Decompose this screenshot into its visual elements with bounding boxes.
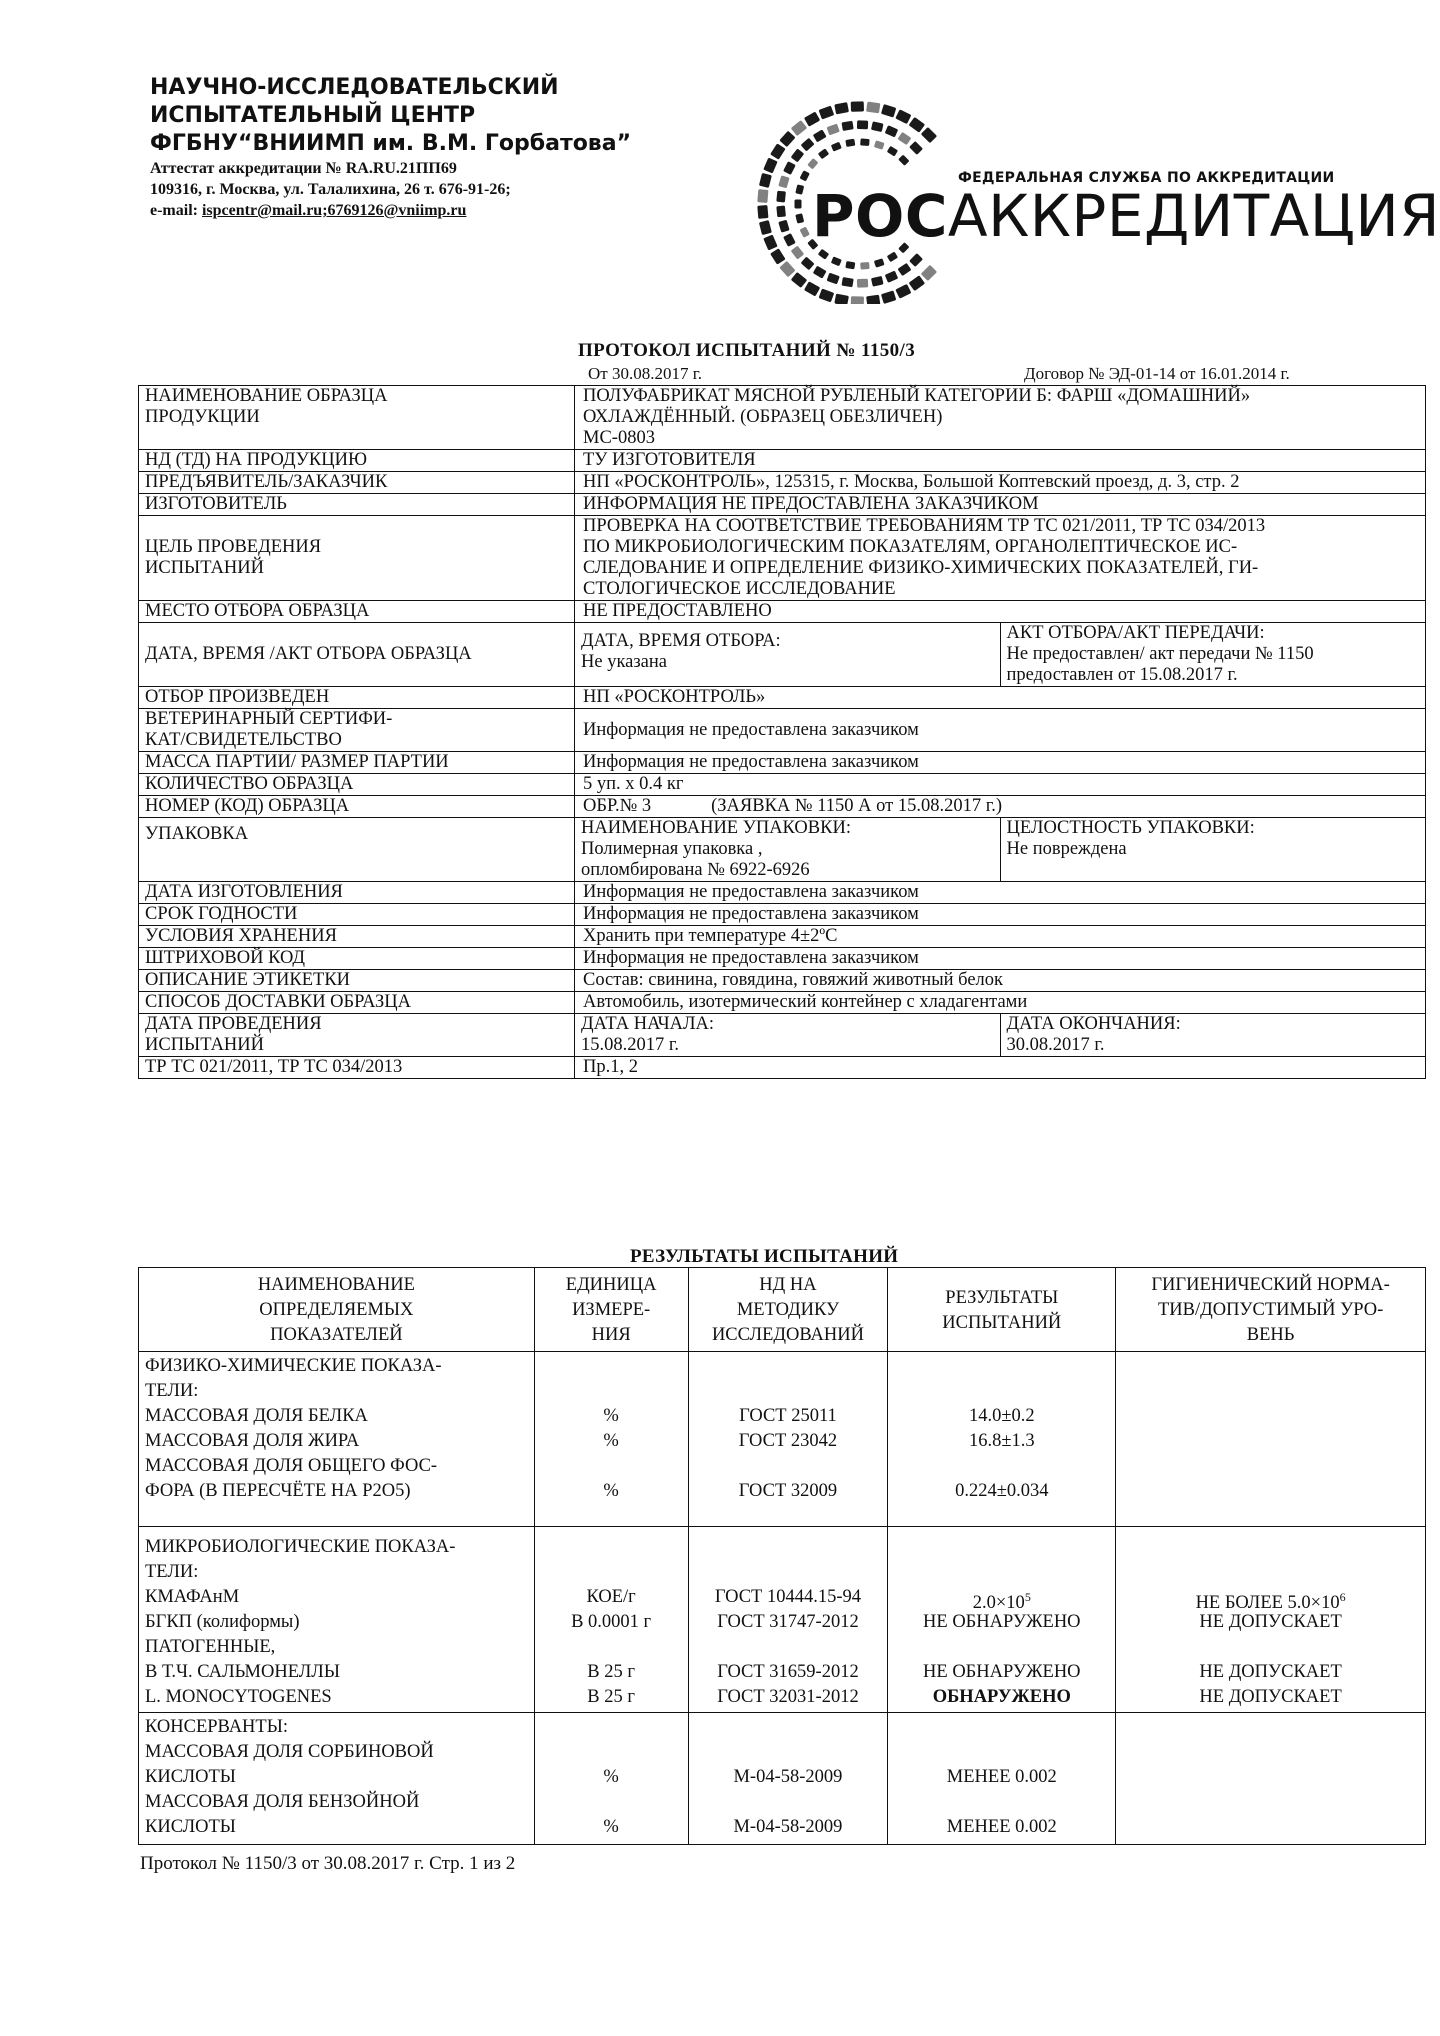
info-value: Информация не предоставлена заказчиком: [575, 904, 1426, 926]
logo-mosaic-tile: [885, 125, 899, 137]
logo-mosaic-tile: [770, 248, 786, 264]
logo-mosaic-tile: [770, 143, 786, 159]
group-methods: ГОСТ 25011 ГОСТ 23042 ГОСТ 32009: [688, 1352, 888, 1527]
logo-mosaic-tile: [866, 102, 880, 114]
info-row-label: [139, 970, 1426, 992]
protocol-date: От 30.08.2017 г.: [588, 364, 703, 383]
logo-mosaic-tile: [834, 102, 849, 114]
logo-mosaic-tile: [871, 276, 884, 287]
col-header-method: НД НА МЕТОДИКУ ИССЛЕДОВАНИЙ: [688, 1268, 888, 1352]
logo-mosaic-tile: [791, 120, 807, 136]
logo-mosaic-tile: [778, 175, 789, 188]
org-accreditation: Аттестат аккредитации № RA.RU.21ПП69: [150, 160, 457, 177]
info-row-storage: [139, 926, 1426, 948]
info-row-sample-name: [139, 386, 1426, 450]
group-results: 14.0±0.2 16.8±1.3 0.224±0.034: [888, 1352, 1116, 1527]
info-row-barcode: [139, 948, 1426, 970]
logo-mosaic-tile: [887, 146, 898, 157]
info-value: НЕ ПРЕДОСТАВЛЕНО: [575, 601, 1426, 623]
logo-mosaic-tile: [860, 262, 870, 270]
logo-mosaic-tile: [881, 104, 896, 117]
rosaccreditation-logo: [740, 84, 1440, 304]
info-key: УСЛОВИЯ ХРАНЕНИЯ: [139, 926, 575, 948]
logo-mosaic-tile: [909, 141, 923, 155]
logo-mosaic-tile: [851, 101, 864, 111]
logo-mosaic-tile: [818, 148, 829, 159]
org-header: [150, 74, 710, 221]
info-row-place: [139, 601, 1426, 623]
info-value: НП «РОСКОНТРОЛЬ», 125315, г. Москва, Большой Коптевский проезд, д. 3, стр. 2: [575, 472, 1426, 494]
logo-mosaic-tile: [801, 138, 815, 152]
org-line-3: ФГБНУ“ВНИИМП им. В.М. Горбатова”: [150, 131, 632, 156]
info-row-made: [139, 882, 1426, 904]
org-email: [150, 200, 710, 221]
info-value: Хранить при температуре 4±2ºС: [575, 926, 1426, 948]
logo-mosaic-tile: [757, 205, 768, 219]
info-key: ДАТА ПРОВЕДЕНИЯ ИСПЫТАНИЙ: [139, 1014, 575, 1057]
info-row-datetime: [139, 623, 1426, 687]
logo-mosaic-tile: [898, 132, 912, 145]
logo-mosaic-tile: [898, 263, 912, 276]
info-key: ЦЕЛЬ ПРОВЕДЕНИЯ ИСПЫТАНИЙ: [139, 516, 575, 601]
org-address: 109316, г. Москва, ул. Талалихина, 26 т. 676-91-26;: [150, 181, 511, 198]
col-header-name: НАИМЕНОВАНИЕ ОПРЕДЕЛЯЕМЫХ ПОКАЗАТЕЛЕЙ: [139, 1268, 535, 1352]
group-methods: М-04-58-2009 М-04-58-2009: [688, 1713, 888, 1845]
info-key: ВЕТЕРИНАРНЫЙ СЕРТИФИ- КАТ/СВИДЕТЕЛЬСТВО: [139, 709, 575, 752]
logo-mosaic-tile: [801, 257, 815, 271]
logo-name-rest: АККРЕДИТАЦИЯ: [947, 182, 1440, 250]
logo-mosaic-tile: [776, 206, 786, 218]
group-names: КОНСЕРВАНТЫ: МАССОВАЯ ДОЛЯ СОРБИНОВОЙ КИСЛОТЫ МАССОВАЯ ДОЛЯ БЕНЗОЙНОЙ КИСЛОТЫ: [139, 1713, 535, 1845]
info-row-sampler: [139, 687, 1426, 709]
logo-mosaic-tile: [827, 124, 840, 136]
logo-mosaic-tile: [834, 294, 849, 304]
logo-mosaic-tile: [866, 295, 880, 304]
logo-mosaic-tile: [881, 290, 896, 303]
info-key: ТР ТС 021/2011, ТР ТС 034/2013: [139, 1057, 575, 1079]
group-results: МЕНЕЕ 0.002 МЕНЕЕ 0.002: [888, 1713, 1116, 1845]
info-key: КОЛИЧЕСТВО ОБРАЗЦА: [139, 774, 575, 796]
info-value: НП «РОСКОНТРОЛЬ»: [575, 687, 1426, 709]
group-norms: [1116, 1352, 1426, 1527]
logo-mosaic-tile: [887, 252, 898, 263]
logo-mosaic-tile: [779, 261, 795, 277]
info-value: ТУ ИЗГОТОВИТЕЛЯ: [575, 450, 1426, 472]
logo-mosaic-tile: [842, 277, 854, 287]
info-value: Пр.1, 2: [575, 1057, 1426, 1079]
info-key: ИЗГОТОВИТЕЛЬ: [139, 494, 575, 516]
group-methods: ГОСТ 10444.15-94 ГОСТ 31747-2012 ГОСТ 31659-2012 ГОСТ 32031-2012: [688, 1527, 888, 1713]
logo-mosaic-tile: [795, 200, 802, 209]
info-key: ПРЕДЪЯВИТЕЛЬ/ЗАКАЗЧИК: [139, 472, 575, 494]
info-value: Автомобиль, изотермический контейнер с хладагентами: [575, 992, 1426, 1014]
info-key: ОТБОР ПРОИЗВЕДЕН: [139, 687, 575, 709]
info-key: ШТРИХОВОЙ КОД: [139, 948, 575, 970]
info-row-goal: [139, 516, 1426, 601]
info-value: Информация не предоставлена заказчиком: [575, 882, 1426, 904]
logo-name: [812, 182, 1440, 250]
logo-mosaic-tile: [818, 249, 829, 260]
logo-mosaic-tile: [895, 284, 911, 299]
logo-mosaic-tile: [860, 138, 870, 146]
info-value: ОБР.№ 3 (ЗАЯВКА № 1150 А от 15.08.2017 г.): [575, 796, 1426, 818]
info-value: ПРОВЕРКА НА СООТВЕТСТВИЕ ТРЕБОВАНИЯМ ТР ТС 021/2011, ТР ТС 034/2013 ПО МИКРОБИОЛОГИЧЕСКИМ ПОКАЗАТЕЛЯМ, ОРГАНОЛЕПТИЧЕСКОЕ ИС- СЛЕДОВАНИЕ И ОПРЕДЕЛЕНИЕ ФИЗИКО-ХИМИЧЕСКИХ ПОКАЗАТЕЛЕЙ, ГИ- СТОЛОГИЧЕСКОЕ ИССЛЕДОВАНИЕ: [575, 516, 1426, 601]
col-header-unit: ЕДИНИЦА ИЗМЕРЕ- НИЯ: [534, 1268, 688, 1352]
logo-mosaic-tile: [831, 256, 842, 266]
logo-mosaic-tile: [819, 106, 835, 120]
kmafanm-result: $2.0\times 10^5$: [972, 1590, 1031, 1614]
results-table: [138, 1267, 1426, 1845]
info-key: МАССА ПАРТИИ/ РАЗМЕР ПАРТИИ: [139, 752, 575, 774]
org-email-link[interactable]: ispcentr@mail.ru;6769126@vniimp.ru: [201, 202, 467, 219]
logo-mosaic-tile: [813, 129, 827, 142]
logo-mosaic-tile: [800, 170, 810, 181]
logo-mosaic-tile: [757, 189, 768, 203]
protocol-contract: Договор № ЭД-01-14 от 16.01.2014 г.: [1024, 364, 1290, 383]
logo-mosaic-tile: [831, 142, 842, 152]
logo-mosaic-tile: [783, 233, 796, 247]
logo-mosaic-tile: [813, 266, 827, 279]
logo-mosaic-tile: [791, 246, 805, 260]
info-key: ОПИСАНИЕ ЭТИКЕТКИ: [139, 970, 575, 992]
logo-mosaic-tile: [759, 173, 772, 188]
logo-mosaic-tile: [851, 296, 864, 304]
logo-mosaic-tile: [804, 281, 820, 296]
info-row-pack: [139, 818, 1426, 882]
info-row-tr: [139, 1057, 1426, 1079]
logo-mosaic-tile: [857, 120, 868, 129]
group-units: % %: [534, 1713, 688, 1845]
logo-mosaic-tile: [921, 265, 937, 281]
page-footer: Протокол № 1150/3 от 30.08.2017 г. Стр. 1 из 2: [140, 1853, 516, 1874]
info-key: СРОК ГОДНОСТИ: [139, 904, 575, 926]
logo-mosaic-tile: [827, 273, 840, 285]
info-value: ПОЛУФАБРИКАТ МЯСНОЙ РУБЛЕНЫЙ КАТЕГОРИИ Б: ФАРШ «ДОМАШНИЙ» ОХЛАЖДЁННЫЙ. (ОБРАЗЕЦ ОБЕЗЛИЧЕН) МС-0803: [575, 386, 1426, 450]
logo-mosaic-tile: [763, 235, 777, 251]
info-row-vet: [139, 709, 1426, 752]
logo-mosaic-tile: [857, 279, 868, 288]
logo-mosaic-tile: [807, 158, 818, 169]
logo-mosaic-tile: [842, 121, 854, 131]
info-key: ДАТА ИЗГОТОВЛЕНИЯ: [139, 882, 575, 904]
group-names: ФИЗИКО-ХИМИЧЕСКИЕ ПОКАЗА- ТЕЛИ: МАССОВАЯ ДОЛЯ БЕЛКА МАССОВАЯ ДОЛЯ ЖИРА МАССОВАЯ ДОЛЯ ОБЩЕГО ФОС- ФОРА (В ПЕРЕСЧЁТЕ НА Р2О5): [139, 1352, 535, 1527]
group-norms: НЕ БОЛЕЕ $5.0\times 10^6$ НЕ ДОПУСКАЕТ НЕ ДОПУСКАЕТ НЕ ДОПУСКАЕТ: [1116, 1527, 1426, 1713]
logo-mosaic-tile: [909, 253, 923, 267]
info-row-shelf: [139, 904, 1426, 926]
info-key: СПОСОБ ДОСТАВКИ ОБРАЗЦА: [139, 992, 575, 1014]
logo-mosaic-tile: [783, 161, 796, 175]
logo-mosaic-tile: [819, 288, 835, 302]
logo-mosaic-tile: [800, 227, 810, 238]
kmafanm-norm: НЕ БОЛЕЕ $5.0\times 10^6$: [1195, 1590, 1346, 1614]
logo-mosaic-tile: [885, 271, 899, 283]
info-row-qty: [139, 774, 1426, 796]
info-value: Информация не предоставлена заказчиком: [575, 948, 1426, 970]
logo-mosaic-tile: [779, 131, 795, 147]
group-units: КОЕ/г В 0.0001 г В 25 г В 25 г: [534, 1527, 688, 1713]
logo-mosaic-tile: [763, 158, 777, 174]
results-title: РЕЗУЛЬТАТЫ ИСПЫТАНИЙ: [630, 1246, 899, 1267]
info-key: НД (ТД) НА ПРОДУКЦИЮ: [139, 450, 575, 472]
logo-mosaic-tile: [845, 139, 855, 147]
info-value: Информация не предоставлена заказчиком: [575, 709, 1426, 752]
logo-mosaic-tile: [909, 275, 925, 291]
org-email-label: e-mail:: [150, 202, 198, 219]
info-value: Информация не предоставлена заказчиком: [575, 752, 1426, 774]
info-key: НАИМЕНОВАНИЕ ОБРАЗЦА ПРОДУКЦИИ: [139, 386, 575, 450]
col-header-result: РЕЗУЛЬТАТЫ ИСПЫТАНИЙ: [888, 1268, 1116, 1352]
logo-mosaic-tile: [791, 272, 807, 288]
results-group-preservatives: [139, 1713, 1426, 1845]
info-row-customer: [139, 472, 1426, 494]
logo-mosaic-tile: [909, 117, 925, 133]
info-value: ДАТА НАЧАЛА: 15.08.2017 г. ДАТА ОКОНЧАНИЯ: 30.08.2017 г.: [575, 1014, 1426, 1057]
info-row-nd: [139, 450, 1426, 472]
logo-mosaic-tile: [871, 121, 884, 132]
info-value: 5 уп. х 0.4 кг: [575, 774, 1426, 796]
logo-name-bold: РОС: [812, 182, 948, 250]
logo-mosaic-tile: [921, 127, 937, 143]
logo-mosaic-tile: [874, 258, 885, 267]
logo-mosaic-tile: [791, 148, 805, 162]
group-units: % % %: [534, 1352, 688, 1527]
results-group-physchem: [139, 1352, 1426, 1527]
info-key: ДАТА, ВРЕМЯ /АКТ ОТБОРА ОБРАЗЦА: [139, 623, 575, 687]
logo-tagline: ФЕДЕРАЛЬНАЯ СЛУЖБА ПО АККРЕДИТАЦИИ: [958, 170, 1335, 186]
logo-mosaic-tile: [795, 213, 804, 223]
info-value: ИНФОРМАЦИЯ НЕ ПРЕДОСТАВЛЕНА ЗАКАЗЧИКОМ: [575, 494, 1426, 516]
group-names: МИКРОБИОЛОГИЧЕСКИЕ ПОКАЗА- ТЕЛИ: КМАФАнМ БГКП (колиформы) ПАТОГЕННЫЕ, В Т.Ч. САЛЬМОНЕЛЛЫ L. MONOCYTOGENES: [139, 1527, 535, 1713]
listeria-result: ОБНАРУЖЕНО: [932, 1687, 1071, 1707]
logo-mosaic-tile: [895, 109, 911, 124]
info-value: Состав: свинина, говядина, говяжий животный белок: [575, 970, 1426, 992]
info-key: МЕСТО ОТБОРА ОБРАЗЦА: [139, 601, 575, 623]
sample-info-table: [138, 385, 1426, 1079]
results-group-microbio: [139, 1527, 1426, 1713]
info-row-testdate: [139, 1014, 1426, 1057]
logo-mosaic-tile: [776, 191, 786, 203]
logo-mosaic-tile: [845, 261, 855, 269]
group-results: $2.0\times 10^5$ НЕ ОБНАРУЖЕНО НЕ ОБНАРУЖЕНО ОБНАРУЖЕНО: [888, 1527, 1116, 1713]
results-header-row: [139, 1268, 1426, 1352]
info-key: УПАКОВКА: [139, 818, 575, 882]
protocol-title: ПРОТОКОЛ ИСПЫТАНИЙ № 1150/3: [578, 340, 916, 361]
logo-mosaic-tile: [898, 155, 909, 166]
info-row-delivery: [139, 992, 1426, 1014]
info-row-maker: [139, 494, 1426, 516]
logo-mosaic-tile: [874, 140, 885, 149]
org-line-1: НАУЧНО-ИССЛЕДОВАТЕЛЬСКИЙ: [150, 75, 559, 100]
col-header-norm: ГИГИЕНИЧЕСКИЙ НОРМА- ТИВ/ДОПУСТИМЫЙ УРО- ВЕНЬ: [1116, 1268, 1426, 1352]
logo-mosaic-tile: [778, 220, 789, 233]
logo-mosaic-tile: [804, 112, 820, 127]
info-key: НОМЕР (КОД) ОБРАЗЦА: [139, 796, 575, 818]
group-norms: [1116, 1713, 1426, 1845]
info-row-mass: [139, 752, 1426, 774]
info-value: ДАТА, ВРЕМЯ ОТБОРА: Не указана АКТ ОТБОРА/АКТ ПЕРЕДАЧИ: Не предоставлен/ акт передачи № 1150 предоставлен от 15.08.2017 г.: [575, 623, 1426, 687]
info-row-code: [139, 796, 1426, 818]
logo-mosaic-tile: [759, 220, 772, 235]
info-value: НАИМЕНОВАНИЕ УПАКОВКИ: Полимерная упаковка , опломбирована № 6922-6926 ЦЕЛОСТНОСТЬ УПАКОВКИ: Не повреждена: [575, 818, 1426, 882]
org-line-2: ИСПЫТАТЕЛЬНЫЙ ЦЕНТР: [150, 103, 476, 128]
logo-mosaic-tile: [795, 184, 804, 194]
